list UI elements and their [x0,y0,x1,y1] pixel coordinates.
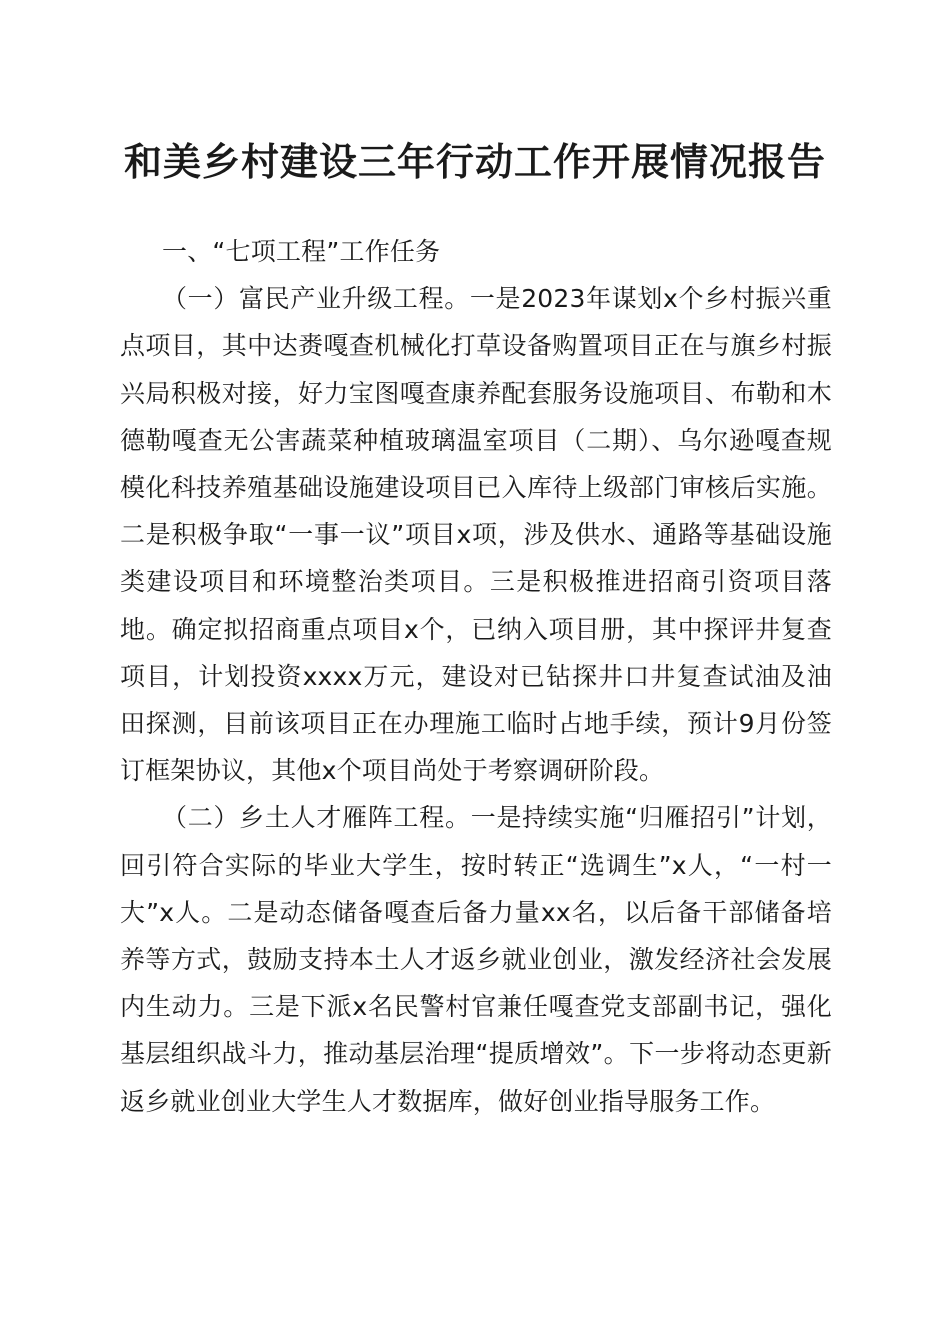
paragraph-lead: （二）乡土人才雁阵工程。 [162,803,471,833]
section-heading: 一、“七项工程”工作任务 [162,237,441,266]
paragraph-text: 一是2023年谋划x个乡村振兴重点项目，其中达赉嘎查机械化打草设备购置项目正在与旗乡村振兴局积极对接，好力宝图嘎查康养配套服务设施项目、布勒和木德勒嘎查无公害蔬菜种植玻璃温室项目（二期）、乌尔逊嘎查规模化科技养殖基础设施建设项目已入库待上级部门审核后实施。二是积极争取“一事一议”项目x项，涉及供水、通路等基础设施类建设项目和环境整治类项目。三是积极推进招商引资项目落地。确定拟招商重点项目x个，已纳入项目册，其中探评井复查项目，计划投资xxxx万元，建设对已钻探井口井复查试油及油田探测，目前该项目正在办理施工临时占地手续，预计9月份签订框架协议，其他x个项目尚处于考察调研阶段。 [120,284,832,786]
paragraph-lead: （一）富民产业升级工程。 [162,284,470,314]
paragraph-industry [120,275,832,794]
document-title: 和美乡村建设三年行动工作开展情况报告 [123,139,826,184]
paragraph-text: 一是持续实施“归雁招引”计划，回引符合实际的毕业大学生，按时转正“选调生”x人，“一村一大”x人。二是动态储备嘎查后备力量xx名，以后备干部储备培养等方式，鼓励支持本土人才返乡就业创业，激发经济社会发展内生动力。三是下派x名民警村官兼任嘎查党支部副书记，强化基层组织战斗力，推动基层治理“提质增效”。下一步将动态更新返乡就业创业大学生人才数据库，做好创业指导服务工作。 [120,803,832,1116]
paragraph-talent [120,794,832,1124]
document-body [120,228,832,1125]
